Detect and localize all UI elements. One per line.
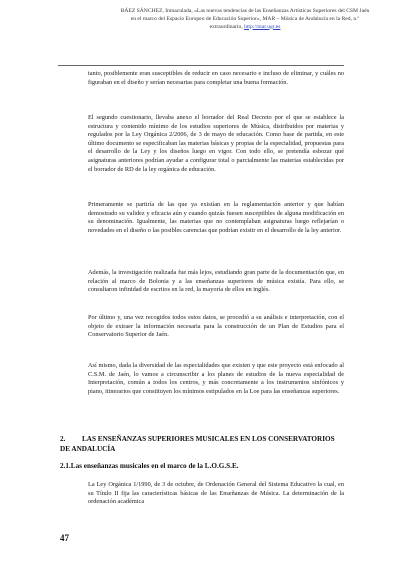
paragraph-continuation: tanto, posiblemente eran susceptibles de reducir en caso necesario e incluso de eliminar, y cuáles no figuraban en el diseño y serían necesarias para completar una buena formación.: [88, 70, 344, 86]
section-title: LAS ENSEÑANZAS SUPERIORES MUSICALES EN LOS CONSERVATORIOS DE ANDALUCÍA: [60, 435, 335, 453]
header-divider: [58, 65, 344, 66]
paragraph-analysis: Por último y, una vez recogidos todos estos datos, se procedió a su análisis e interpretación, con el objeto de extraer la información necesaria para la construcción de un Plan de Estudios para el Conservatorio Superior de Jaén.: [88, 314, 344, 339]
paragraph-scope: Así mismo, dada la diversidad de las especialidades que existen y que este proyecto está enfocado al C.S.M. de Jaén, lo vamos a circunscribir a los planes de estudios de la nueva especialidad de Interpretación, común a todos los centros, y más concretamente a los instrumentos sinfónicos y piano, itinerarios que constituyen los mínimos estipulados en la Loe para las enseñanzas superiores.: [88, 362, 344, 395]
section-heading: [60, 435, 344, 455]
page-number: 47: [60, 533, 69, 543]
header-citation: BÁEZ SÁNCHEZ, Inmaculada, «Las nuevas tendencias de las Enseñanzas Artísticas Superiores del CSM Jaén en el marco del Espacio Europeo de Educación Superior», MAR – Música de Andalucía en la Red, n.º extraordinario,: [120, 8, 370, 30]
paragraph-second-questionnaire: El segundo cuestionario, llevaba anexo el borrador del Real Decreto por el que se establece la estructura y contenido mínimo de los estudios superiores de Música, distribuidos por materias y regulados por la Ley Orgánica 2/2006, de 3 de mayo de educación. Como base de partida, en este último documento se especificaban las materias básicas y propias de la especialidad, propuestas para el desarrollo de la Ley y los diseños luego en vigor. Con todo ello, se pretendía esbozar qué asignaturas anteriores podrían ayudar a configurar total o parcialmente las materias establecidas por el borrador de RD de la ley orgánica de educación.: [88, 114, 344, 173]
subsection-heading: 2.1.Las enseñanzas musicales en el marco de la L.O.G.S.E.: [60, 462, 239, 470]
header-url-link[interactable]: http://mar.ugr.es: [244, 23, 281, 30]
running-header: [118, 8, 372, 31]
section-number: 2.: [60, 435, 66, 443]
paragraph-body: La Ley Orgánica 1/1990, de 3 de octubre, de Ordenación General del Sistema Educativo la cual, en su Título II fija las características básicas de las Enseñanzas de Música. La determinación de la ordenación académica: [88, 481, 344, 506]
paragraph-research: Además, la investigación realizada fue más lejos, estudiando gran parte de la documentación que, en relación al marco de Bolonia y a las enseñanzas superiores de música existía. Para ello, se consultaron infinidad de escritos en la red, la mayoría de ellos en inglés.: [88, 269, 344, 294]
paragraph-first-step: Primeramente se partiría de las que ya existían en la reglamentación anterior y que habían demostrado su validez y eficacia aún y cuando quizás fuesen susceptibles de alguna modificación en su denominación. Igualmente, las materias que no contemplaban asignaturas luego reflejarían o novedades en el diseño o las posibles carencias que podrían existir en el desarrollo de la ley anterior.: [88, 201, 344, 234]
